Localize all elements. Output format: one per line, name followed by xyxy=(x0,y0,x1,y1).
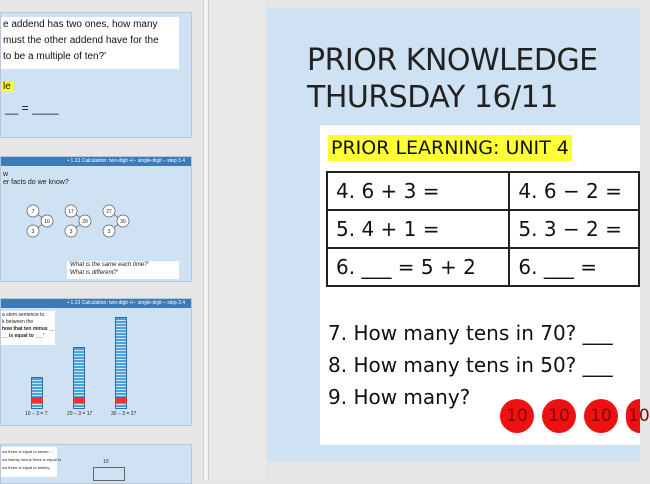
question-9: 9. How many? xyxy=(328,385,471,409)
red-beads xyxy=(115,397,127,403)
thumbnail-text: ow twenty minus three is equal to xyxy=(2,457,62,462)
thumbnail-text: must the other addend have for the xyxy=(3,35,159,46)
bond-node: 27 xyxy=(106,209,112,215)
thumbnail-highlight: le xyxy=(3,81,11,92)
ten-coin: 10 xyxy=(626,399,640,433)
thumbnail-figure xyxy=(93,467,125,481)
ten-coin: 10 xyxy=(542,399,576,433)
prior-learning-heading: PRIOR LEARNING: UNIT 4 xyxy=(328,135,572,161)
table-row xyxy=(327,248,639,286)
table-cell: 6. ___ = 5 + 2 xyxy=(327,248,509,286)
question-7: 7. How many tens in 70? ___ xyxy=(328,321,613,345)
table-row xyxy=(327,172,639,210)
bond-node: 20 xyxy=(82,219,88,225)
bead-column-1 xyxy=(31,377,43,409)
thumbnail-header-bar: • 1.13 Calculation: two-digit +/− single-digit – step 3.4 xyxy=(1,299,191,308)
bond-node: 3 xyxy=(107,229,111,235)
table-cell: 4. 6 + 3 = xyxy=(327,172,509,210)
bond-node: 30 xyxy=(120,219,126,225)
table-cell: 5. 4 + 1 = xyxy=(327,210,509,248)
ten-coin: 10 xyxy=(500,399,534,433)
pane-splitter[interactable] xyxy=(203,0,209,480)
bond-node: 3 xyxy=(69,229,73,235)
thumbnail-text: a stem sentence to xyxy=(2,312,45,318)
bond-node: 17 xyxy=(68,209,74,215)
thumbnail-text: w xyxy=(3,171,9,178)
slide-thumbnail-2[interactable] xyxy=(0,156,192,282)
red-beads xyxy=(31,397,43,403)
thumbnail-text: __ is equal to ___' xyxy=(2,333,45,339)
thumbnail-number: 10 xyxy=(103,459,109,465)
thumbnail-text: e addend has two ones, how many xyxy=(3,19,158,30)
bond-node: 10 xyxy=(44,219,50,225)
bond-node: 7 xyxy=(31,209,35,215)
bead-label: 10 − 3 = 7 xyxy=(25,411,48,417)
main-slide[interactable] xyxy=(267,8,650,462)
questions-table xyxy=(326,171,640,287)
bead-label: 30 − 3 = 27 xyxy=(111,411,137,417)
bond-node: 3 xyxy=(31,229,35,235)
thumbnail-text: ow three is equal to seven...' xyxy=(2,449,53,454)
thumbnail-equation: __ = ____ xyxy=(5,101,59,115)
slide-content-box xyxy=(320,125,650,445)
ten-coin: 10 xyxy=(584,399,618,433)
thumbnail-header-bar: • 1.13 Calculation: two-digit +/− single-digit – step 3.4 xyxy=(1,157,191,166)
red-beads xyxy=(73,397,85,403)
editor-background xyxy=(210,0,265,480)
thumbnail-text: how that ten minus __ xyxy=(2,326,55,332)
thumbnail-text: to be a multiple of ten?' xyxy=(3,51,107,62)
table-cell: 4. 6 − 2 = xyxy=(509,172,639,210)
slide-title-line-2: THURSDAY 16/11 xyxy=(307,80,558,115)
slide-thumbnail-1[interactable] xyxy=(0,12,192,138)
thumbnail-quote: 'What is different?' xyxy=(69,270,118,276)
slide-title-line-1: PRIOR KNOWLEDGE xyxy=(307,43,598,78)
bead-label: 20 − 3 = 17 xyxy=(67,411,93,417)
slide-thumbnail-3[interactable] xyxy=(0,298,192,426)
thumbnail-quote: 'What is the same each time?' xyxy=(69,262,149,268)
table-cell: 5. 3 − 2 = xyxy=(509,210,639,248)
table-cell: 6. ___ = xyxy=(509,248,639,286)
slide-title xyxy=(307,42,598,116)
thumbnail-text: k between the xyxy=(2,319,34,325)
thumbnail-text: er facts do we know? xyxy=(3,179,69,186)
question-8: 8. How many tens in 50? ___ xyxy=(328,353,613,377)
table-row xyxy=(327,210,639,248)
slide-thumbnail-pane[interactable] xyxy=(0,0,210,480)
slide-thumbnail-4[interactable] xyxy=(0,444,192,484)
thumbnail-text: ow three is equal to twenty- xyxy=(2,465,51,470)
bead-column-3 xyxy=(115,317,127,409)
